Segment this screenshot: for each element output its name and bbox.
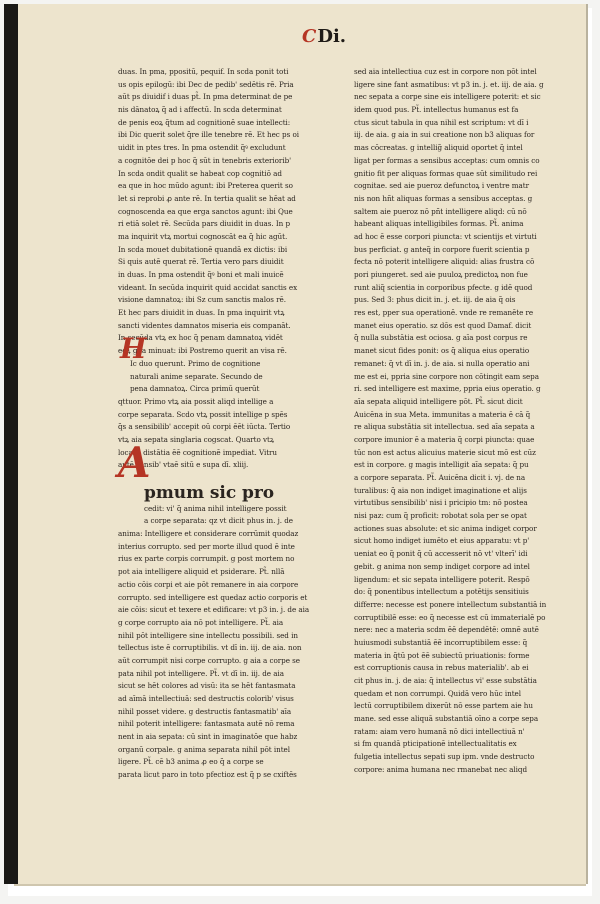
right-column-line: q̃ nulla substātia est ociosa. g aīa post corpus re — [354, 333, 528, 343]
right-column-line: sicut homo indiget iumēto et eius apparatu: vt p' — [354, 536, 530, 546]
right-column-line: ueniat eo q̃ ponit q̃ cū accesserit nō vt' vlterī' idi — [354, 549, 528, 559]
left-column-line: nent in aia sepata: cū sint in imaginatōe que habz — [118, 732, 298, 742]
left-column-line: nihil posset videre. g destructis fantasmatib' aīa — [118, 706, 292, 716]
right-column-line: turalibus: q̃ aia non indiget imaginatione et alijs — [354, 485, 527, 495]
right-column-line: nere: nec a materia scdm ēē dependētē: omnē autē — [354, 625, 539, 635]
left-column-line: sancti videntes damnatos miseria eis companāt. — [118, 320, 291, 330]
left-column-line: nihil pōt intelligere sine intellectu possibili. sed in — [118, 630, 298, 640]
left-column-line: interius corrupto. sed per morte illud quod ē inte — [118, 541, 295, 551]
folio-text: Di. — [317, 26, 347, 47]
left-column-line: videant. In secūda inquirit quid accidat sanctis ex — [118, 282, 298, 292]
folio-header — [302, 26, 346, 47]
right-column-line: bus perficiat. g anteq̃ in corpore fuerit scientia p — [354, 244, 530, 254]
right-column-line: actiones suas absolute: et sic anima indiget corpor — [354, 523, 537, 533]
right-column-line: ligere sine fant asmatibus: vt p3 in. j. et. iij. de aia. g — [354, 79, 544, 89]
left-column-line: aie cōis: sicut et texere et edificare: vt p3 in. j. de aia — [118, 605, 310, 615]
right-column-line: remanet: q̃ vt dī in. j. de aia. si nulla operatio ani — [354, 358, 530, 368]
left-column-line: a corpe separata: qz vt dicit phus in. j. de — [144, 516, 294, 526]
right-column-line: cognitae. sed aie pueroz defunctoꝝ i ventre matr — [354, 181, 530, 191]
right-column-line: ad hoc ē esse corpori piuncta: vt scientijs et virtuti — [354, 231, 537, 241]
binding-edge — [4, 4, 18, 884]
left-column-line: In secūda vtꝝ ex hoc q̃ penam damnatoꝝ vidēt — [118, 333, 283, 343]
right-column-line: corpore: anima humana nec rmanebat nec aliqd — [354, 764, 528, 774]
right-column-line: mas cōcreatas. g intellig̃ aliquid oportet q̃ intel — [354, 143, 523, 153]
right-column-line: sed aia intellectiua cuz est in corpore non pōt intel — [354, 67, 537, 76]
left-column-line: Ic duo querunt. Primo de cognitione — [130, 358, 261, 368]
right-column-line: corpore imunior ē a materia q̃ corpi piuncta: quae — [354, 434, 535, 444]
left-column-line: aūt ps diuidif i duas pt̃. In pma determinat de pe — [118, 92, 293, 102]
left-column-line: vtꝝ aia sepata singlaria cogscat. Quarto vtꝝ — [118, 434, 274, 444]
right-column-line: est corruptionis causa in rebus materialib'. ab ei — [354, 663, 529, 673]
right-column-line: aīa sepata aliquid intelligere pōt. Pt̃. sicut dicit — [354, 396, 523, 406]
left-column-line: Si quis autē querat rē. Tertia vero pars diuidit — [118, 257, 284, 267]
left-column-line: us opis epilogū: ibi Dec de pedib' sedētis rē. Pria — [118, 79, 294, 89]
right-column-line: Auicēna in sua Meta. immunitas a materia ē cā q̃ — [354, 409, 531, 419]
right-column-line: gnitio fit per aliquas formas quae sūt similitudo rei — [354, 168, 538, 178]
left-column-line: In scda ondit qualit se habeat cop cognitiō ad — [118, 168, 282, 178]
left-column-line: ibi Dic querit solet q̃re ille tenebre rē. Et hec ps oi — [118, 130, 299, 140]
left-column-line: tellectus iste ē corruptibilis. vt dī in. iij. de aia. non — [118, 643, 302, 653]
left-column-line: organū corpale. g anima separata nihil pōt intel — [118, 744, 290, 754]
left-column-line: anima: Intelligere et considerare corrūmit quodaz — [118, 529, 299, 539]
left-column-line: uidit in ptes tres. In pma ostendit q̃ꝰ excludunt — [118, 143, 286, 153]
right-column-line: ligendum: et sic sepata intelligere poterit. Respō — [354, 574, 530, 584]
right-column-line: pori piungeret. sed aie puuloꝝ predictoꝝ non fue — [354, 270, 528, 279]
folio-initial: C — [302, 26, 317, 47]
left-column-line: Et hec pars diuidit in duas. In pma inquirit vtꝝ — [118, 308, 285, 318]
right-column-line: lectū corruptibilem dixerūt nō esse partem aie hu — [354, 701, 533, 711]
right-column-line: ctus sicut tabula in qua nihil est scriptum: vt dī i — [354, 117, 529, 127]
left-column-line: cedit: vi' q̃ anima nihil intelligere possit — [144, 503, 287, 513]
left-column-line: let si reprobi ꝓ ante rē. In tertia qualit se hēat ad — [118, 193, 296, 203]
left-column-line: g corpe corrupto aia nō pot intelligere. Pt̃. aia — [118, 617, 284, 627]
left-column-line: cognoscenda ea que erga sanctos agunt: ibi Que — [118, 206, 293, 216]
left-column-line: nihil poterit intelligere: fantasmata autē nō rema — [118, 719, 295, 729]
left-column-line: actio cōis corpi et aie pōt remanere in aia corpore — [118, 579, 299, 589]
right-column-line: saltem aie pueroz nō pñt intelligere aliqd: cū nō — [354, 206, 527, 216]
left-column-line: localis distātia ēē cognitionē impediat. Vitru — [118, 447, 278, 457]
left-column-line: a cognitōe dei p hoc q̃ sūt in tenebris exteriorib' — [118, 155, 292, 165]
right-column-line: nec sepata a corpe sine eis intelligere poterit: et sic — [354, 92, 541, 102]
left-column-line: parata licut paro in toto pfectioz est q̃ p se cxiftēs — [118, 770, 297, 780]
right-column-line: me est ei, ppria sine corpore non cōtingit eam sepa — [354, 371, 539, 381]
right-column-line: mane. sed esse aliquā substantiā oīno a corpe sepa — [354, 714, 539, 724]
left-text-column — [118, 66, 346, 782]
right-column-line: quedam et non corrumpi. Quidā vero hūc intel — [354, 688, 521, 698]
left-column-line: pena damnatoꝝ. Circa primū querūt — [130, 384, 260, 394]
left-column-line: pmum sic pro — [144, 482, 275, 503]
right-column-line: nisi paz: cum q̃ proficit: robotat sola per se opat — [354, 511, 527, 521]
right-column-line: ri. sed intelligere est maxime, ppria eius operatio. g — [354, 384, 541, 394]
rubricated-initial-large: A — [118, 438, 151, 487]
left-column-line: autē sensib' vtaē sitū e supa dī. xliij. — [118, 460, 249, 470]
right-column-line: si fm quandā pticipationē intellectualitatis ex — [354, 739, 517, 749]
right-column-line: gebit. g anima non semp indiget corpore ad intel — [354, 561, 530, 571]
right-column-line: re aliqua substātia sit intellectua. sed aīa sepata a — [354, 422, 535, 432]
left-column-line: ri etiā solet rē. Secūda pars diuidit in duas. In p — [118, 219, 291, 229]
right-column-line: habeant aliquas intelligibiles formas. Pt̃. anima — [354, 219, 524, 229]
left-column-line: duas. In pma, ppositū, pequif. In scda ponit toti — [118, 67, 289, 76]
right-column-line: ratam: aiam vero humanā nō dici intellectiuā n' — [354, 726, 525, 736]
left-column-line: qttuor. Primo vtꝝ aia possit aliqd intellige a — [118, 396, 274, 406]
left-column-line: ea que in hoc mūdo agunt: ibi Preterea querit so — [118, 181, 293, 191]
left-column-line: in duas. In pma ostendit q̃ꝰ boni et mali inuicē — [118, 270, 284, 279]
right-column-line: ligat per formas a sensibus acceptas: cum omnis co — [354, 155, 540, 165]
right-column-line: differre: necesse est ponere intellectum substantiā in — [354, 599, 547, 609]
rubricated-initial-small: H — [120, 332, 147, 365]
right-column-line: virtutibus sensibilib' nisi i pricipio tm: nō postea — [354, 498, 528, 508]
right-column-line: est in corpore. g magis intelligit aīa sepata: q̃ pu — [354, 460, 529, 470]
left-column-line: aūt corrumpit nisi corpe corrupto. g aia a corpe se — [118, 655, 300, 665]
right-column-line: a corpore separata. Pt̃. Auicēna dicit i. vj. de na — [354, 473, 526, 482]
left-column-line: ligere. Pt̃. cē b3 anima ꝓ eo q̃ a corpe se — [118, 757, 264, 767]
left-column-line: naturali anime separate. Secundo de — [130, 371, 263, 381]
right-column-line: tūc non est actus alicuius materie sicut mō est cūz — [354, 447, 536, 457]
right-column-line: res est, pper sua operationē. vnde re remanēte re — [354, 308, 534, 318]
right-column-line: manet sicut fides ponit: os q̃ aliqua eius operatio — [354, 346, 530, 356]
left-column-line: pot aia intelligere aliquid et psiderare. Pt̃. nllā — [118, 567, 285, 577]
right-column-line: fecta nō poterit intelligere aliquid: alias frustra cō — [354, 257, 535, 267]
right-column-line: nis non hñt aliquas formas a sensibus acceptas. g — [354, 193, 533, 203]
left-column-line: sicut se hēt colores ad visū: ita se hēt fantasmata — [118, 681, 296, 691]
left-column-line: corrupto. sed intelligere est quedaz actio corporis et — [118, 592, 308, 602]
left-column-line: ma inquirit vtꝝ mortui cognoscāt ea q̃ hic agūt. — [118, 231, 288, 241]
left-column-line: ad aīmā intellectiuā: sed destructis colorib' visus — [118, 694, 294, 703]
right-column-line: pus. Sed 3: phus dicit in. j. et. iij. de aia q̃ ois — [354, 295, 516, 305]
left-column-line: rius ex parte corpis corrumpit. g post mortem no — [118, 554, 295, 564]
left-column-line: corpe separata. Scdo vtꝝ possit intellige p spēs — [118, 409, 288, 419]
right-column-line: iij. de aia. g aia in sui creatione non b3 aliquas for — [354, 130, 535, 140]
left-column-line: visione damnatoꝝ: ibi Sz cum sanctis malos rē. — [118, 295, 286, 305]
left-column-line: pata nihil pot intelligere. Pt̃. vt dī in. iij. de aia — [118, 668, 284, 678]
left-column-line: de penis eoꝝ q̃tum ad cognitionē suae intellecti: — [118, 117, 291, 127]
right-column-line: cit phus in. j. de aia: q̃ intellectus vi' esse substātia — [354, 676, 537, 685]
left-column-line: q̃s a sensibilib' accepit oū corpi ēēt iūcta. Tertio — [118, 422, 291, 432]
right-column-line: runt aliq̃ scientia in corporibus pfecte. g idē quod — [354, 282, 533, 292]
right-column-line: do: q̃ ponentibus intellectum a potētijs sensitiuis — [354, 587, 529, 597]
left-column-line: eoꝝ glia minuat: ibi Postremo querit an visa rē. — [118, 346, 287, 356]
right-column-line: idem quod pus. Pt̃. intellectus humanus est fa — [354, 105, 519, 115]
right-column-line: huiusmodi substantiā ēē incorruptibilem esse: q̃ — [354, 637, 528, 647]
right-column-line: materia in q̃tū pot ēē subiectū priuationis: forme — [354, 650, 530, 660]
right-text-column — [354, 66, 586, 777]
right-column-line: fulgetia intellectus sepati sup ipm. vnde destructo — [354, 752, 535, 762]
right-column-line: manet eius operatio. sz dōs est quod Damaf. dicit — [354, 320, 532, 330]
left-column-line: In scda mouet dubitationē quandā ex dictis: ibi — [118, 244, 288, 254]
left-column-line: nis dānatoꝝ q̃ ad i affectū. In scda determinat — [118, 105, 282, 115]
right-column-line: corruptibilē esse: eo q̃ necesse est cū immaterialē po — [354, 612, 546, 622]
